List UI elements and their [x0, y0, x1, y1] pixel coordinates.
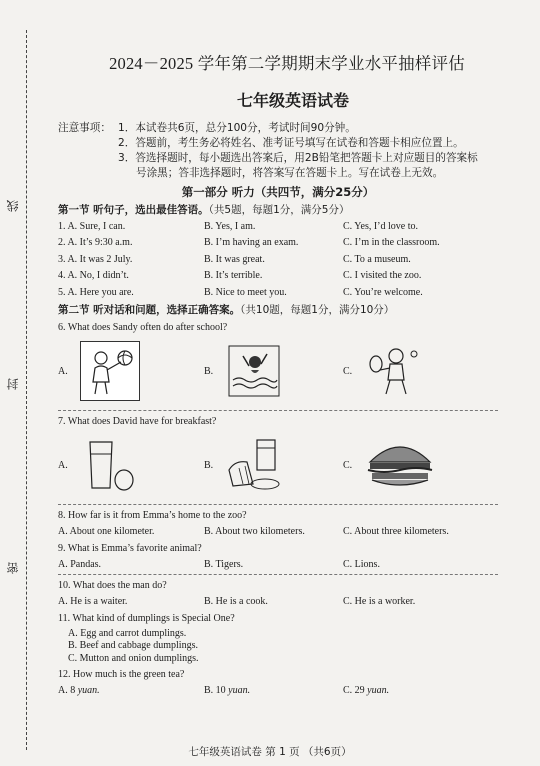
- q3-option-b: B. It was great.: [204, 253, 265, 265]
- q5-option-a: 5. A. Here you are.: [58, 286, 134, 298]
- q7-label-c: C.: [343, 459, 353, 471]
- q6-pictures: [58, 336, 498, 406]
- q8-option-a: A. About one kilometer.: [58, 526, 155, 537]
- q3-option-a: 3. A. It was 2 July.: [58, 253, 133, 265]
- tennis-player-picture: [364, 342, 422, 400]
- q1-option-b: B. Yes, I am.: [204, 220, 256, 232]
- q7-label-b: B.: [204, 459, 214, 471]
- q2-option-c: C. I’m in the classroom.: [343, 237, 440, 248]
- q10-option-b: B. He is a cook.: [204, 596, 268, 607]
- exam-subtitle: 七年级英语试卷: [236, 91, 349, 110]
- q6-label-a: A.: [58, 365, 68, 377]
- q12-option-b-text: B. 10: [204, 684, 229, 696]
- q6-label-b: B.: [204, 365, 214, 377]
- q1-option-a: 1. A. Sure, I can.: [58, 220, 126, 232]
- q8-option-b: B. About two kilometers.: [204, 526, 305, 537]
- q11-option-a: A. Egg and carrot dumplings.: [68, 627, 187, 639]
- q3-option-c: C. To a museum.: [343, 253, 411, 265]
- q2-option-b: B. I’m having an exam.: [204, 237, 299, 248]
- section1-title: 第一节 听句子，选出最佳答语。: [58, 204, 209, 216]
- q9-option-c: C. Lions.: [343, 559, 380, 570]
- exam-title: 2024－2025 学年第二学期期末学业水平抽样评估: [109, 54, 465, 73]
- notice-item-3b: 号涂黑；答非选择题时，将答案写在答题卡上。写在试卷上无效。: [136, 167, 444, 179]
- divider: [58, 574, 498, 575]
- q6-label-c: C.: [343, 365, 353, 377]
- q5-option-b: B. Nice to meet you.: [204, 286, 287, 298]
- notice-block: [58, 121, 498, 181]
- section2-heading: [58, 302, 498, 317]
- swimming-boy-picture: [225, 342, 283, 400]
- q7-pictures: [58, 430, 498, 500]
- q10-stem: 10. What does the man do?: [58, 580, 167, 591]
- q12-option-c-unit: yuan.: [367, 684, 390, 696]
- divider: [58, 504, 498, 505]
- q12-stem: 12. How much is the green tea?: [58, 668, 185, 680]
- q10-option-a: A. He is a waiter.: [58, 596, 128, 607]
- section2-note: （共10题，每题1分，满分10分）: [240, 304, 395, 316]
- notice-item-1: 1．本试卷共6页，总分100分，考试时间90分钟。: [118, 122, 356, 134]
- q12-option-a: [58, 685, 204, 696]
- binding-margin: [0, 0, 40, 766]
- q8-option-c: C. About three kilometers.: [343, 526, 449, 537]
- binding-label-secret: 密: [6, 562, 20, 574]
- q11-stem: 11. What kind of dumplings is Special One?: [58, 613, 235, 624]
- binding-label-seal: 封: [6, 378, 20, 390]
- q7-label-a: A.: [58, 459, 68, 471]
- section1-heading: [58, 202, 498, 217]
- binding-label-line: 线: [6, 200, 20, 212]
- milk-and-egg-picture: [80, 436, 138, 494]
- volleyball-girl-picture: [80, 341, 140, 401]
- q12-option-b: [204, 685, 343, 696]
- page-footer: 七年级英语试卷 第 1 页 （共6页）: [188, 746, 352, 758]
- q4-option-a: 4. A. No, I didn’t.: [58, 270, 129, 281]
- q6-stem: 6. What does Sandy often do after school?: [58, 322, 228, 333]
- q10-option-c: C. He is a worker.: [343, 596, 416, 607]
- section1-note: （共5题，每题1分，满分5分）: [208, 204, 350, 216]
- q5-option-c: C. You’re welcome.: [343, 286, 423, 298]
- q12-option-c: [343, 685, 389, 696]
- q4-option-b: B. It’s terrible.: [204, 270, 263, 281]
- q7-stem: 7. What does David have for breakfast?: [58, 416, 217, 427]
- notice-item-2: 2．答题前，考生务必将姓名、准考证号填写在试卷和答题卡相应位置上。: [118, 137, 464, 149]
- bread-and-juice-picture: [225, 436, 283, 494]
- q11-option-c: C. Mutton and onion dumplings.: [68, 652, 199, 664]
- q9-stem: 9. What is Emma’s favorite animal?: [58, 543, 202, 554]
- q4-option-c: C. I visited the zoo.: [343, 270, 422, 281]
- q12-option-c-text: C. 29: [343, 684, 368, 696]
- q12-option-a-text: A. 8: [58, 684, 78, 696]
- q11-option-b: B. Beef and cabbage dumplings.: [68, 640, 198, 651]
- part1-title: 第一部分 听力（共四节，满分25分）: [181, 185, 375, 199]
- section2-title: 第二节 听对话和问题，选择正确答案。: [58, 304, 241, 316]
- notice-item-3a: 3．答选择题时，每小题选出答案后，用2B铅笔把答题卡上对应题目的答案标: [118, 152, 478, 164]
- q12-option-b-unit: yuan.: [228, 684, 251, 696]
- q9-option-a: A. Pandas.: [58, 559, 102, 570]
- divider: [58, 410, 498, 411]
- notice-label: 注意事项：: [58, 122, 111, 134]
- q1-option-c: C. Yes, I’d love to.: [343, 220, 419, 232]
- q8-stem: 8. How far is it from Emma’s home to the zoo?: [58, 510, 247, 521]
- q9-option-b: B. Tigers.: [204, 559, 244, 570]
- q12-option-a-unit: yuan.: [77, 684, 100, 696]
- binding-dashed-line: [26, 30, 27, 750]
- hamburger-picture: [364, 436, 436, 494]
- q2-option-a: 2. A. It’s 9:30 a.m.: [58, 237, 133, 248]
- exam-content: [58, 42, 498, 700]
